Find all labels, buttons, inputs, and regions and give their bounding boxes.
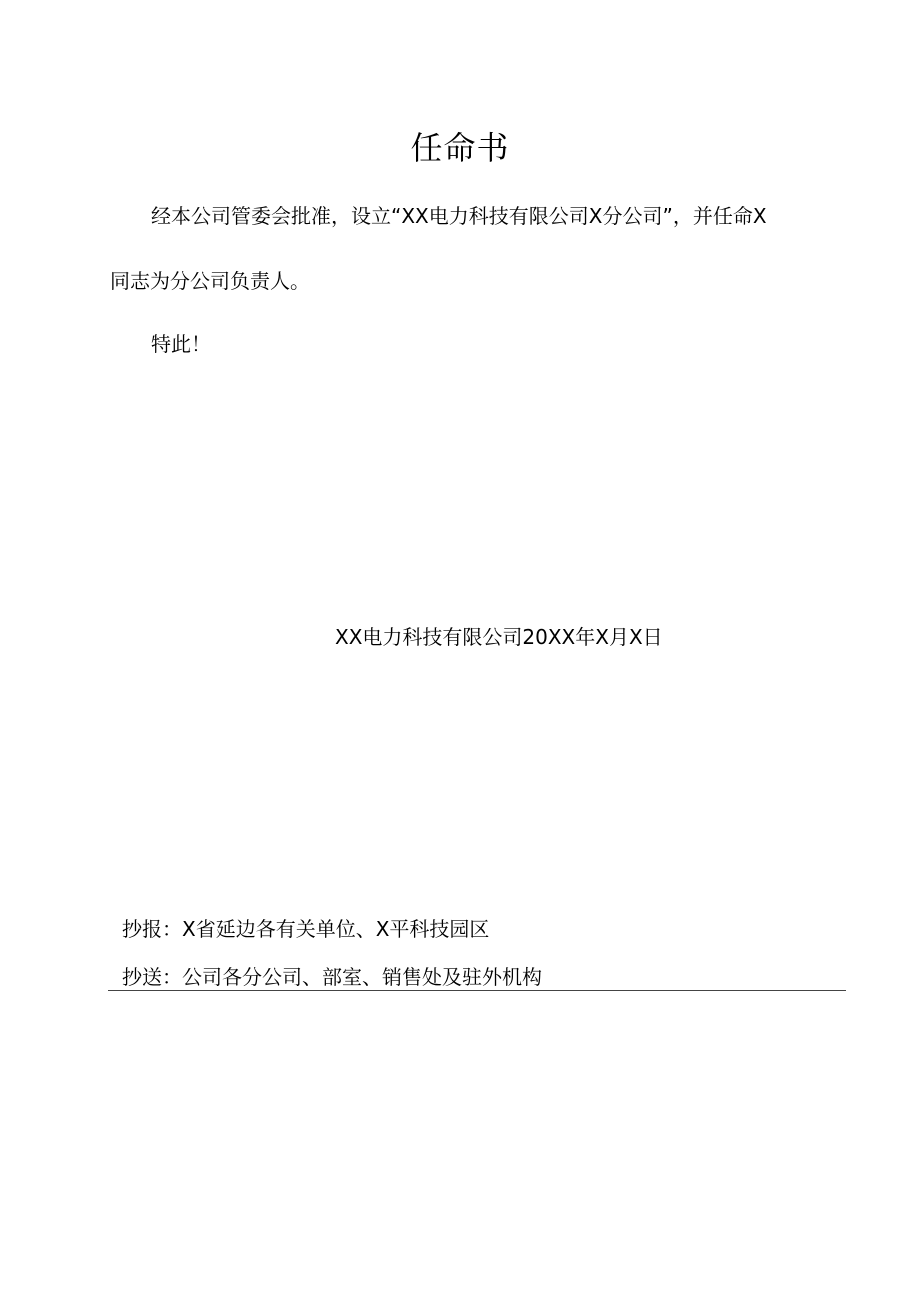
body-text-line-1: 经本公司管委会批准，设立“XX电力科技有限公司X分公司”，并任命X: [151, 204, 767, 228]
cc-report-line: 抄报：X省延边各有关单位、X平科技园区: [122, 917, 490, 941]
signature-and-date: XX电力科技有限公司20XX年X月X日: [335, 625, 663, 649]
cc-send-line: 抄送：公司各分公司、部室、销售处及驻外机构: [122, 965, 542, 989]
bottom-divider: [108, 990, 846, 991]
closing-text: 特此！: [151, 332, 211, 356]
body-text-line-2: 同志为分公司负责人。: [110, 269, 310, 293]
document-title: 任命书: [410, 129, 510, 167]
